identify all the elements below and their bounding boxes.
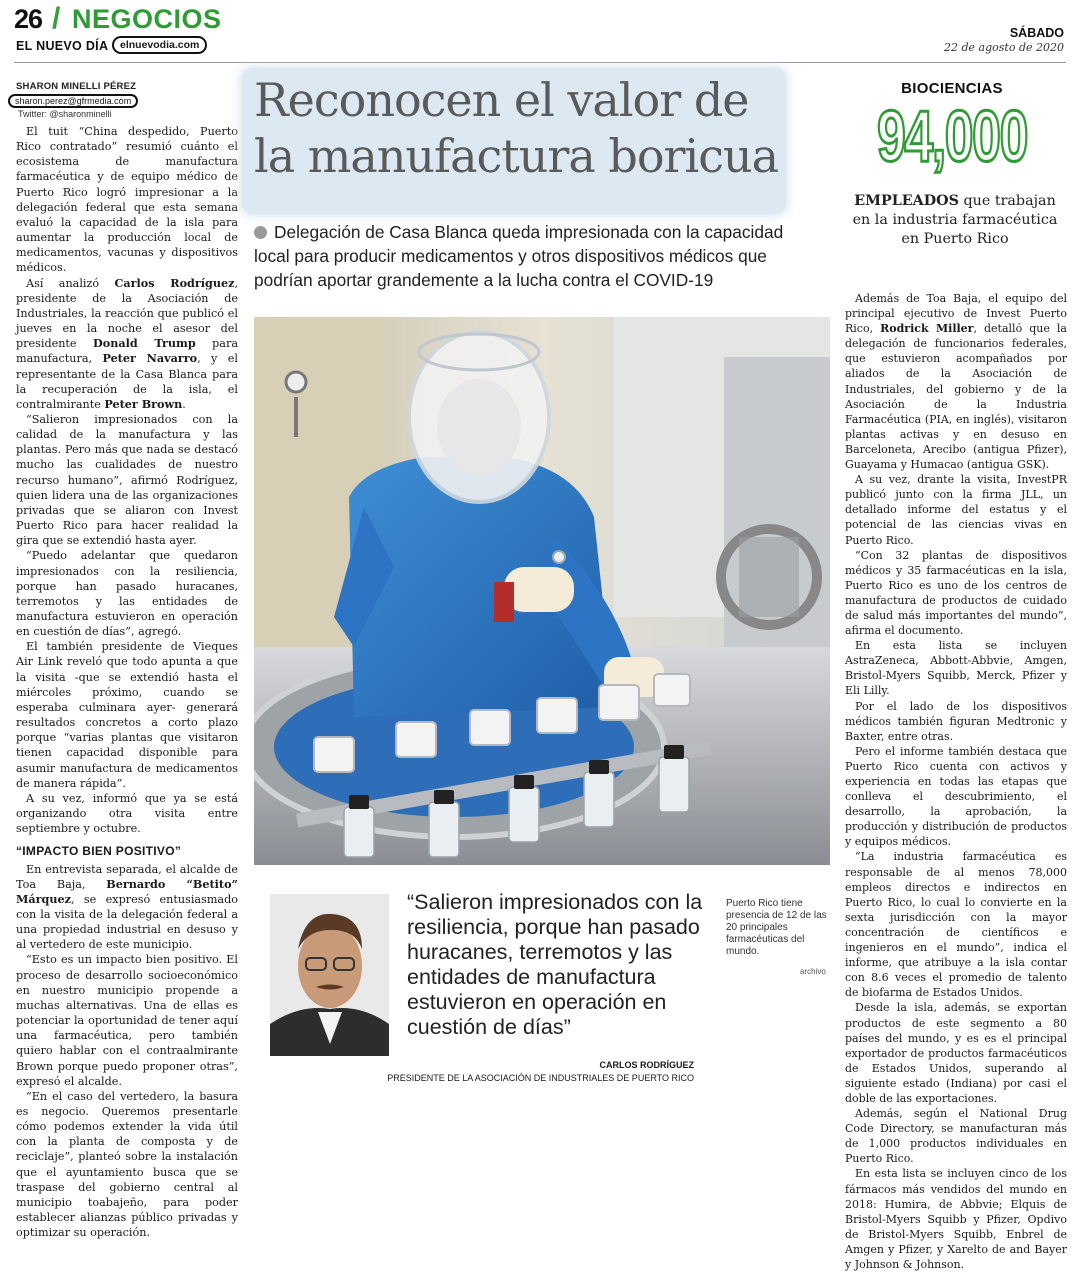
- paragraph: En entrevista separada, el alcalde de Toa Baja, Bernardo “Betito” Márquez, se expresó entusiasmado con la visita de la delegación federal a una propiedad industrial en desuso y al vertedero de este municipio.: [16, 862, 238, 952]
- right-column: [845, 291, 1067, 1272]
- photo-credit: archivo: [800, 967, 826, 976]
- section-name: NEGOCIOS: [72, 4, 222, 34]
- issue-day: SÁBADO: [1009, 26, 1064, 40]
- paragraph: Además de Toa Baja, el equipo del principal ejecutivo de Invest Puerto Rico, Rodrick Miller, detalló que la delegación de funcionarios federales, que estuvieron acompañados por aliados de la Asociación de Industriales, del gobierno y de la Asociación de la Industria Farmacéutica (PIA, en inglés), visitaron plantas activas y en desuso en Barceloneta, Arecibo (antigua Pfizer), Guayama y Humacao (antigua GSK).: [845, 292, 1067, 472]
- section-divider: /: [52, 2, 61, 35]
- headline: Reconocen el valor de la manufactura boricua: [254, 73, 779, 183]
- pull-quote: “Salieron impresionados con la resiliencia, porque han pasado huracanes, terremotos y las entidades de manufactura estuvieron en operación en cuestión de días”: [407, 890, 703, 1039]
- paragraph: “Salieron impresionados con la calidad de la manufactura y las plantas. Pero más que nada se destacó mucho las cualidades de nuestro recurso humano”, afirmó Rodríguez, quien lidera una de las organizaciones privadas que se aliaron con Invest Puerto Rico para hacer realidad la gira que se extendió hasta ayer.: [16, 412, 238, 548]
- author-name: SHARON MINELLI PÉREZ: [16, 81, 137, 92]
- issue-date: 22 de agosto de 2020: [944, 41, 1064, 54]
- stat-label: EMPLEADOS que trabajan en la industria farmacéutica en Puerto Rico: [852, 193, 1058, 247]
- paragraph: Por el lado de los dispositivos médicos también figuran Medtronic y Baxter, entre otras.: [845, 699, 1067, 743]
- paragraph: “Puedo adelantar que quedaron impresionados con la resiliencia, porque han pasado huracanes, terremotos y las entidades de manufactura estuvieron en operación en cuestión de días”, agregó.: [16, 549, 238, 639]
- page-number: 26: [14, 4, 43, 34]
- paragraph: A su vez, informó que ya se está organizando otra visita entre septiembre y octubre.: [16, 791, 238, 836]
- paragraph: “Con 32 plantas de dispositivos médicos y 35 farmacéuticas en la isla, Puerto Rico es uno de los centros de manufactura de productos de cuidado de salud más importantes del mundo”, afirma el documento.: [845, 548, 1067, 638]
- newspaper-name: EL NUEVO DÍA: [16, 39, 109, 53]
- portrait-photo: [270, 894, 389, 1056]
- stat-title: BIOCIENCIAS: [901, 80, 1003, 97]
- author-email[interactable]: sharon.perez@gfrmedia.com: [8, 94, 138, 108]
- paragraph: Así analizó Carlos Rodríguez, presidente de la Asociación de Industriales, la reacción que publicó el jueves en la noche el asesor del presidente Donald Trump para manufactura, Peter Navarro, y el representante de la Casa Blanca para la recuperación de la isla, el contralmirante Peter Brown.: [16, 275, 238, 411]
- stat-number: 94,000: [877, 97, 1027, 177]
- paragraph: En esta lista se incluyen AstraZeneca, Abbott-Abbvie, Amgen, Bristol-Myers Squibb, Merck, Pfizer y Eli Lilly.: [845, 639, 1067, 698]
- paragraph: “La industria farmacéutica es responsable de al menos 78,000 empleos directos e indirectos en Puerto Rico, lo cual lo convierte en la sexta jurisdicción con la mayor concentración de científicos e ingenieros en el mundo”, indica el informe, que atribuye a la isla contar con 8.6 veces el promedio de talento de biofarma de Estados Unidos.: [845, 850, 1067, 1000]
- deck: Delegación de Casa Blanca queda impresionada con la capacidad local para producir medicamentos y otros dispositivos médicos que podrían aportar grandemente a la lucha contra el COVID-19: [254, 222, 784, 290]
- paragraph: Pero el informe también destaca que Puerto Rico cuenta con activos y experiencia en todas las etapas que conlleva el descubrimiento, el desarrollo, la aprobación, la producción y distribución de productos y equipos médicos.: [845, 744, 1067, 849]
- paragraph: En esta lista se incluyen cinco de los fármacos más vendidos del mundo en 2018: Humira, de Abbvie; Elquis de Bristol-Myers Squibb y Pfizer, Opdivo de Bristol-Myers Squibb, Enbrel de Amgen y Pfizer, y Xarelto de and Bayer y Johnson & Johnson.: [845, 1167, 1067, 1271]
- lab-photo: [254, 317, 830, 865]
- paragraph: Además, según el National Drug Code Directory, se manufacturan más de 1,000 productos individuales en Puerto Rico.: [845, 1107, 1067, 1166]
- site-url[interactable]: elnuevodia.com: [112, 36, 207, 54]
- quote-author-role: PRESIDENTE DE LA ASOCIACIÓN DE INDUSTRIALES DE PUERTO RICO: [387, 1073, 694, 1083]
- subheading: “IMPACTO BIEN POSITIVO”: [16, 844, 182, 859]
- header-rule: [14, 62, 1066, 63]
- paragraph: “En el caso del vertedero, la basura es negocio. Queremos presentarle cómo podemos extender la vida útil con la planta de composta y de reciclaje”, planteó sobre la instalación que el ayuntamiento busca que se traspase del gobierno central al municipio toabajeño, para poder establecer alianzas público privadas y optimizar su operación.: [16, 1089, 238, 1240]
- paragraph: A su vez, drante la visita, InvestPR publicó junto con la firma JLL, un detallado informe del estatus y el potencial de las ciencias vivas en Puerto Rico.: [845, 473, 1067, 547]
- paragraph: El tuit “China despedido, Puerto Rico contratado” resumió cuánto el ecosistema de manufactura farmacéutica y de equipo médico de Puerto Rico logró impresionar a la delegación federal que esta semana evaluó la capacidad de la isla para aumentar la producción local de medicamentos, vacunas y dispositivos médicos.: [16, 125, 238, 275]
- author-twitter: Twitter: @sharonminelli: [18, 109, 112, 119]
- quote-author: CARLOS RODRÍGUEZ: [599, 1060, 694, 1070]
- paragraph: El también presidente de Vieques Air Link reveló que todo apunta a que la visita -que se extendió hasta el miércoles próximo, cuando se esperaba culminara ayer- generará resultados concretos a corto plazo porque “varias plantas que visitaron tienen capacidad disponible para asumir manufactura de medicamentos de manera rápida”.: [16, 640, 238, 790]
- left-column: [16, 124, 238, 1240]
- paragraph: Desde la isla, además, se exportan productos de este segmento a 80 países del mundo, y es es el principal exportador de productos farmacéuticos de Estados Unidos, superando al siguiente estado (Indiana) por casi el doble de las exportaciones.: [845, 1001, 1067, 1105]
- photo-caption: Puerto Rico tiene presencia de 12 de las 20 principales farmacéuticas del mundo.: [726, 898, 827, 957]
- paragraph: “Esto es un impacto bien positivo. El proceso de desarrollo socioeconómico en nuestro municipio propende a muchas alternativas. Una de ellas es potenciar la oportunidad de tener aquí una farmacéutica, pero también quiero hablar con el contraalmirante Brown porque puedo proponer otras”, expresó el alcalde.: [16, 953, 238, 1088]
- bullet-icon: [254, 226, 267, 239]
